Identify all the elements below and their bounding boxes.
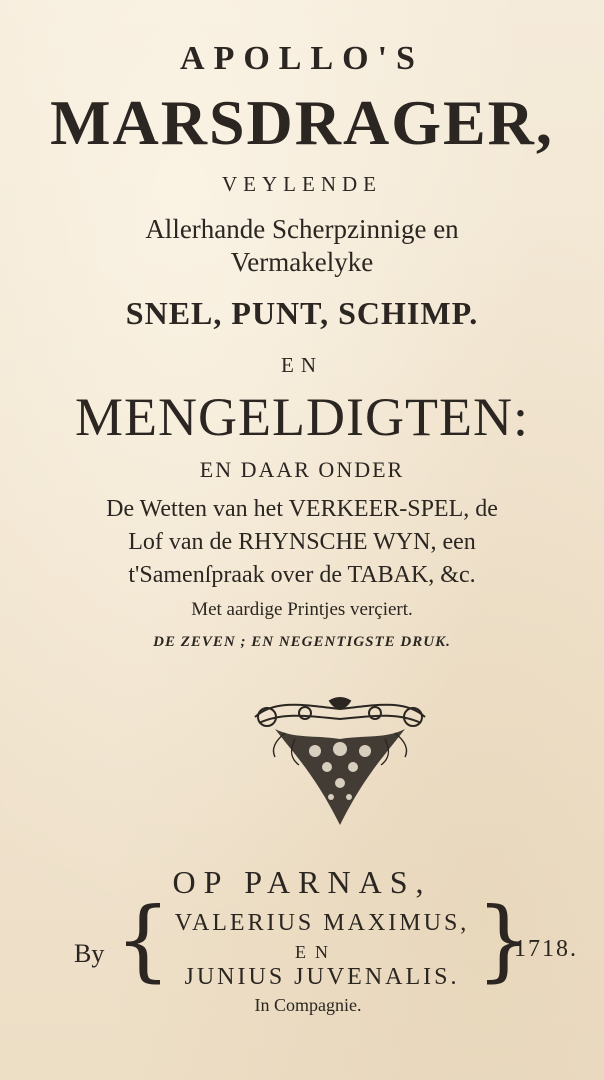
contents-line-rhynsche-wyn: Lof van de RHYNSCHE WYN, een xyxy=(128,529,476,555)
subtitle-veylende: VEYLENDE xyxy=(222,172,382,196)
fruit-basket-ornament-icon xyxy=(245,695,435,835)
printer-conjunction: EN xyxy=(295,942,337,962)
subtitle-en-daar-onder: EN DAAR ONDER xyxy=(199,457,405,482)
subtitle-vermakelyke: Vermakelyke xyxy=(230,247,374,277)
left-brace-icon: { xyxy=(115,888,171,991)
imprint-place: OP PARNAS, xyxy=(172,864,432,900)
title-apollos: APOLLO'S xyxy=(180,40,424,77)
subtitle-allerhande: Allerhande Scherpzinnige en xyxy=(145,214,459,244)
printer-valerius-maximus: VALERIUS MAXIMUS, xyxy=(174,910,470,936)
contents-line-verkeer-spel: De Wetten van het VERKEER-SPEL, de xyxy=(106,496,498,522)
title-mengeldigten: MENGELDIGTEN: xyxy=(75,387,529,447)
edition-statement: DE ZEVEN ; EN NEGENTIGSTE DRUK. xyxy=(153,634,451,650)
imprint-by: By xyxy=(74,939,105,968)
title-marsdrager: MARSDRAGER, xyxy=(50,87,554,158)
printer-company: In Compagnie. xyxy=(254,995,362,1015)
subtitle-en: EN xyxy=(281,353,323,377)
printer-junius-juvenalis: JUNIUS JUVENALIS. xyxy=(184,964,460,990)
right-brace-icon: } xyxy=(476,888,532,991)
contents-line-tabak: t'Samenſpraak over de TABAK, &c. xyxy=(128,562,476,588)
imprint-year: 1718. xyxy=(514,936,578,962)
subtitle-snel-punt-schimp: SNEL, PUNT, SCHIMP. xyxy=(125,295,479,331)
printjes-note: Met aardige Printjes verçiert. xyxy=(191,599,413,620)
